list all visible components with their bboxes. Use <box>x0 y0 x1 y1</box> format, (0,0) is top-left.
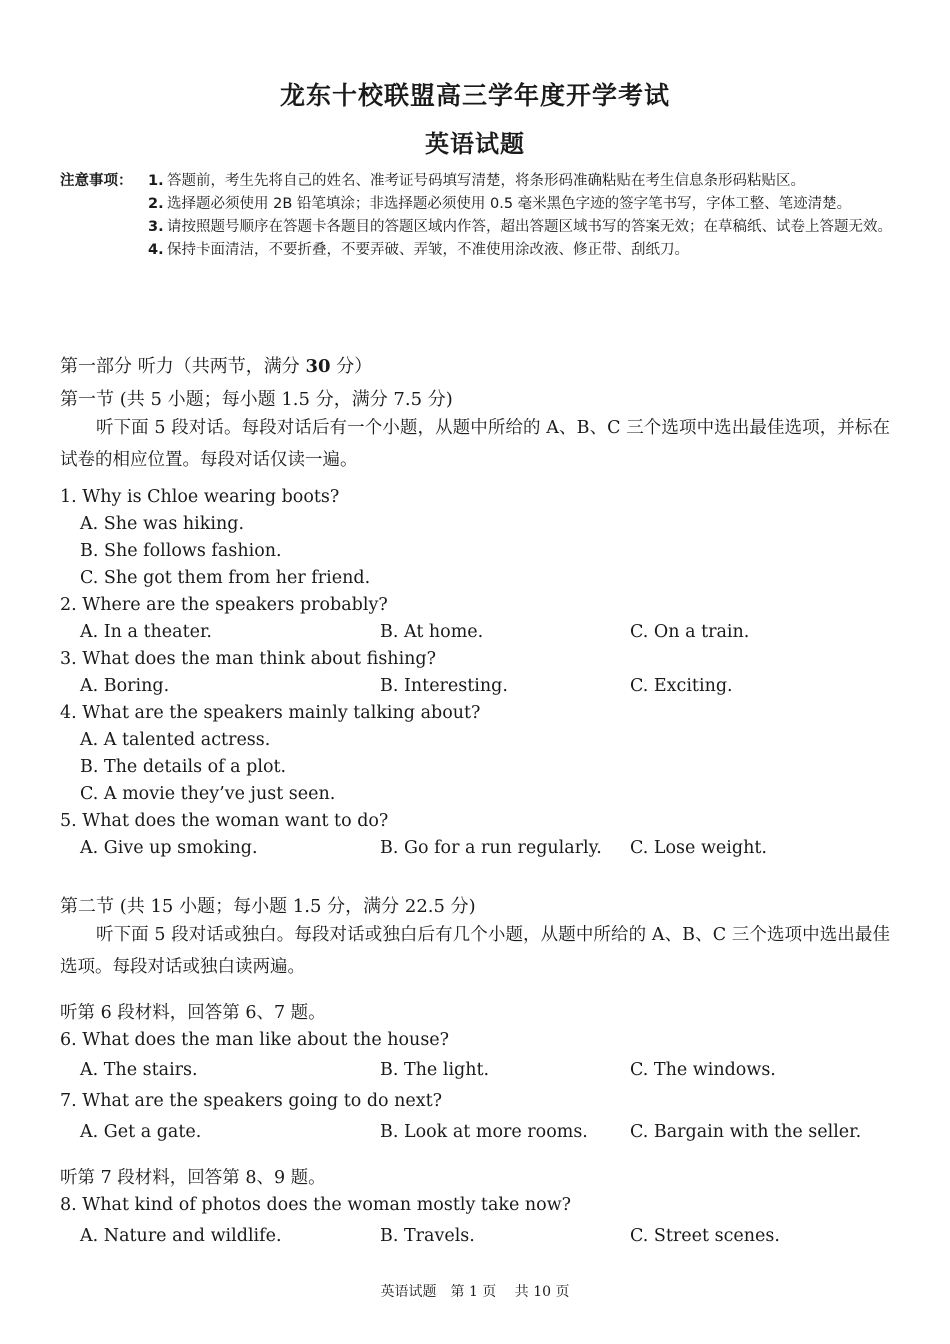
question-stem: 7. What are the speakers going to do next? <box>60 1091 443 1111</box>
note-text: 选择题必须使用 2B 铅笔填涂；非选择题必须使用 0.5 毫米黑色字迹的签字笔书写，字体工整、笔迹清楚。 <box>167 196 852 212</box>
material-heading: 听第 6 段材料，回答第 6、7 题。 <box>60 1003 326 1023</box>
option-a: A. A talented actress. <box>80 730 271 750</box>
part-heading-score: 30 <box>305 356 331 377</box>
question-stem: 6. What does the man like about the house? <box>60 1030 450 1050</box>
part-heading-c: 分） <box>330 356 373 377</box>
option-c: C. Street scenes. <box>630 1226 780 1246</box>
question-stem: 2. Where are the speakers probably? <box>60 595 388 615</box>
option-b: B. Go for a run regularly. <box>380 838 602 858</box>
option-a: A. The stairs. <box>80 1060 198 1080</box>
note-text: 保持卡面清洁，不要折叠，不要弄破、弄皱，不准使用涂改液、修正带、刮纸刀。 <box>167 242 689 258</box>
section1-heading: 第一节 (共 5 小题；每小题 1.5 分，满分 7.5 分) <box>60 389 453 410</box>
note-item <box>60 170 895 193</box>
section2-heading: 第二节 (共 15 小题；每小题 1.5 分，满分 22.5 分) <box>60 896 476 917</box>
option-a: A. She was hiking. <box>80 514 245 534</box>
option-c: C. She got them from her friend. <box>80 568 371 588</box>
question-stem: 4. What are the speakers mainly talking about? <box>60 703 481 723</box>
material-heading: 听第 7 段材料，回答第 8、9 题。 <box>60 1168 326 1188</box>
option-b: B. She follows fashion. <box>80 541 282 561</box>
option-c: C. Exciting. <box>630 676 733 696</box>
page-footer: 英语试题 第 1 页 共 10 页 <box>380 1284 570 1300</box>
part-heading <box>60 352 890 378</box>
note-item <box>60 239 895 262</box>
note-number: 4. <box>148 242 164 258</box>
question-stem: 5. What does the woman want to do? <box>60 811 389 831</box>
note-number: 2. <box>148 196 164 212</box>
notes-lead: 注意事项： <box>60 173 133 189</box>
option-c: C. On a train. <box>630 622 750 642</box>
option-c: C. The windows. <box>630 1060 776 1080</box>
exam-subtitle: 英语试题 <box>425 130 525 158</box>
option-a: A. Give up smoking. <box>80 838 258 858</box>
section2-instruction: 听下面 5 段对话或独白。每段对话或独白后有几个小题，从题中所给的 A、B、C 三个选项中选出最佳选项。每段对话或独白读两遍。 <box>60 925 890 977</box>
option-c: C. A movie they’ve just seen. <box>80 784 336 804</box>
section1-instruction: 听下面 5 段对话。每段对话后有一个小题，从题中所给的 A、B、C 三个选项中选出最佳选项，并标在试卷的相应位置。每段对话仅读一遍。 <box>60 418 890 470</box>
question-stem: 8. What kind of photos does the woman mostly take now? <box>60 1195 572 1215</box>
question-stem: 3. What does the man think about fishing? <box>60 649 437 669</box>
part-heading-a: 第一部分 听力（共两节，满分 <box>60 356 306 377</box>
question-stem: 1. Why is Chloe wearing boots? <box>60 487 340 507</box>
option-a: A. Nature and wildlife. <box>80 1226 282 1246</box>
note-number: 1. <box>148 173 164 189</box>
notes-block <box>60 170 895 262</box>
note-text: 请按照题号顺序在答题卡各题目的答题区域内作答，超出答题区域书写的答案无效；在草稿纸、试卷上答题无效。 <box>167 219 892 235</box>
option-b: B. The light. <box>380 1060 490 1080</box>
option-a: A. In a theater. <box>80 622 212 642</box>
option-b: B. The details of a plot. <box>80 757 287 777</box>
option-b: B. Travels. <box>380 1226 475 1246</box>
note-item <box>60 193 895 216</box>
option-a: A. Boring. <box>80 676 170 696</box>
note-item <box>60 216 895 239</box>
option-b: B. Look at more rooms. <box>380 1122 588 1142</box>
option-b: B. Interesting. <box>380 676 508 696</box>
option-b: B. At home. <box>380 622 484 642</box>
option-a: A. Get a gate. <box>80 1122 202 1142</box>
option-c: C. Bargain with the seller. <box>630 1122 862 1142</box>
exam-title: 龙东十校联盟高三学年度开学考试 <box>279 81 670 110</box>
note-text: 答题前，考生先将自己的姓名、准考证号码填写清楚，将条形码准确粘贴在考生信息条形码粘贴区。 <box>167 173 805 189</box>
note-number: 3. <box>148 219 164 235</box>
option-c: C. Lose weight. <box>630 838 767 858</box>
